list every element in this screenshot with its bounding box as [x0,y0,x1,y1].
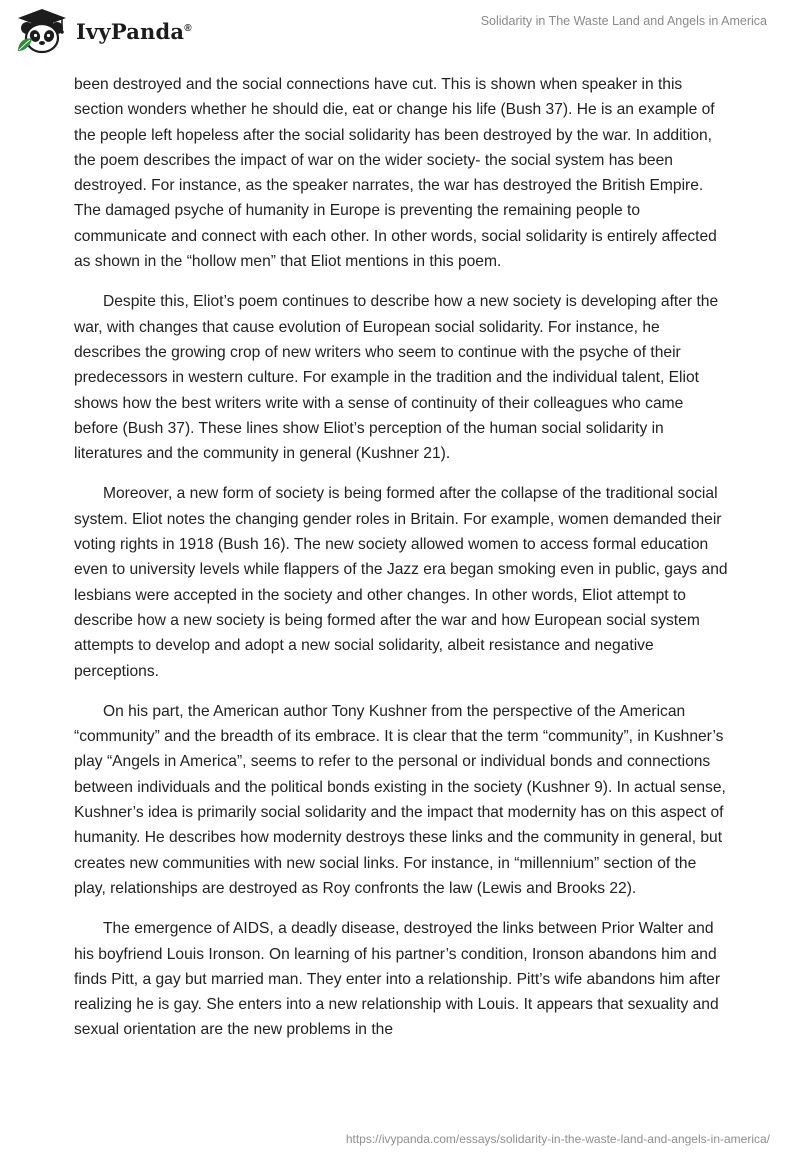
ivypanda-logo[interactable] [14,6,192,56]
panda-graduate-icon [14,7,70,55]
document-title: Solidarity in The Waste Land and Angels in America [480,14,767,28]
essay-body [74,72,728,1058]
page-header [0,0,800,62]
brand-name: IvyPanda® [76,18,192,44]
paragraph: been destroyed and the social connections have cut. This is shown when speaker in this section wonders whether he should die, eat or change his life (Bush 37). He is an example of the people left hopeless after the social solidarity has been destroyed by the war. In addition, the poem describes the impact of war on the wider society- the social system has been destroyed. For instance, as the speaker narrates, the war has destroyed the British Empire. The damaged psyche of humanity in Europe is preventing the remaining people to communicate and connect with each other. In other words, social solidarity is entirely affected as shown in the “hollow men” that Eliot mentions in this poem. [74,76,717,271]
paragraph: On his part, the American author Tony Kushner from the perspective of the American “community” and the breadth of its embrace. It is clear that the term “community”, in Kushner’s play “Angels in America”, seems to refer to the personal or individual bonds and connections between individuals and the political bonds existing in the society (Kushner 9). In actual sense, Kushner’s idea is primarily social solidarity and the impact that modernity has on this aspect of humanity. He describes how modernity destroys these links and the community in general, but creates new communities with new social links. For instance, in “millennium” section of the play, relationships are destroyed as Roy confronts the law (Lewis and Brooks 22). [74,702,726,897]
paragraph: Moreover, a new form of society is being formed after the collapse of the traditional social system. Eliot notes the changing gender roles in Britain. For example, women demanded their voting rights in 1918 (Bush 16). The new society allowed women to access formal education even to university levels while flappers of the Jazz era began smoking even in public, gays and lesbians were accepted in the society and other changes. In other words, Eliot attempt to describe how a new society is being formed after the war and how European social system attempts to develop and adopt a new social solidarity, albeit resistance and negative perceptions. [74,485,728,680]
source-url[interactable]: https://ivypanda.com/essays/solidarity-in-the-waste-land-and-angels-in-america/ [345,1132,770,1146]
registered-mark: ® [184,22,192,34]
paragraph: The emergence of AIDS, a deadly disease, destroyed the links between Prior Walter and his boyfriend Louis Ironson. On learning of his partner’s condition, Ironson abandons him and finds Pitt, a gay but married man. They enter into a relationship. Pitt’s wife abandons him after realizing he is gay. She enters into a new relationship with Louis. It appears that sexuality and sexual orientation are the new problems in the [74,920,721,1039]
paragraph: Despite this, Eliot’s poem continues to describe how a new society is developing after the war, with changes that cause evolution of European social solidarity. For instance, he describes the growing crop of new writers who seem to continue with the psyche of their predecessors in western culture. For example in the tradition and the individual talent, Eliot shows how the best writers write with a sense of continuity of their colleagues who came before (Bush 37). These lines show Eliot’s perception of the human social solidarity in literatures and the community in general (Kushner 21). [74,293,719,463]
